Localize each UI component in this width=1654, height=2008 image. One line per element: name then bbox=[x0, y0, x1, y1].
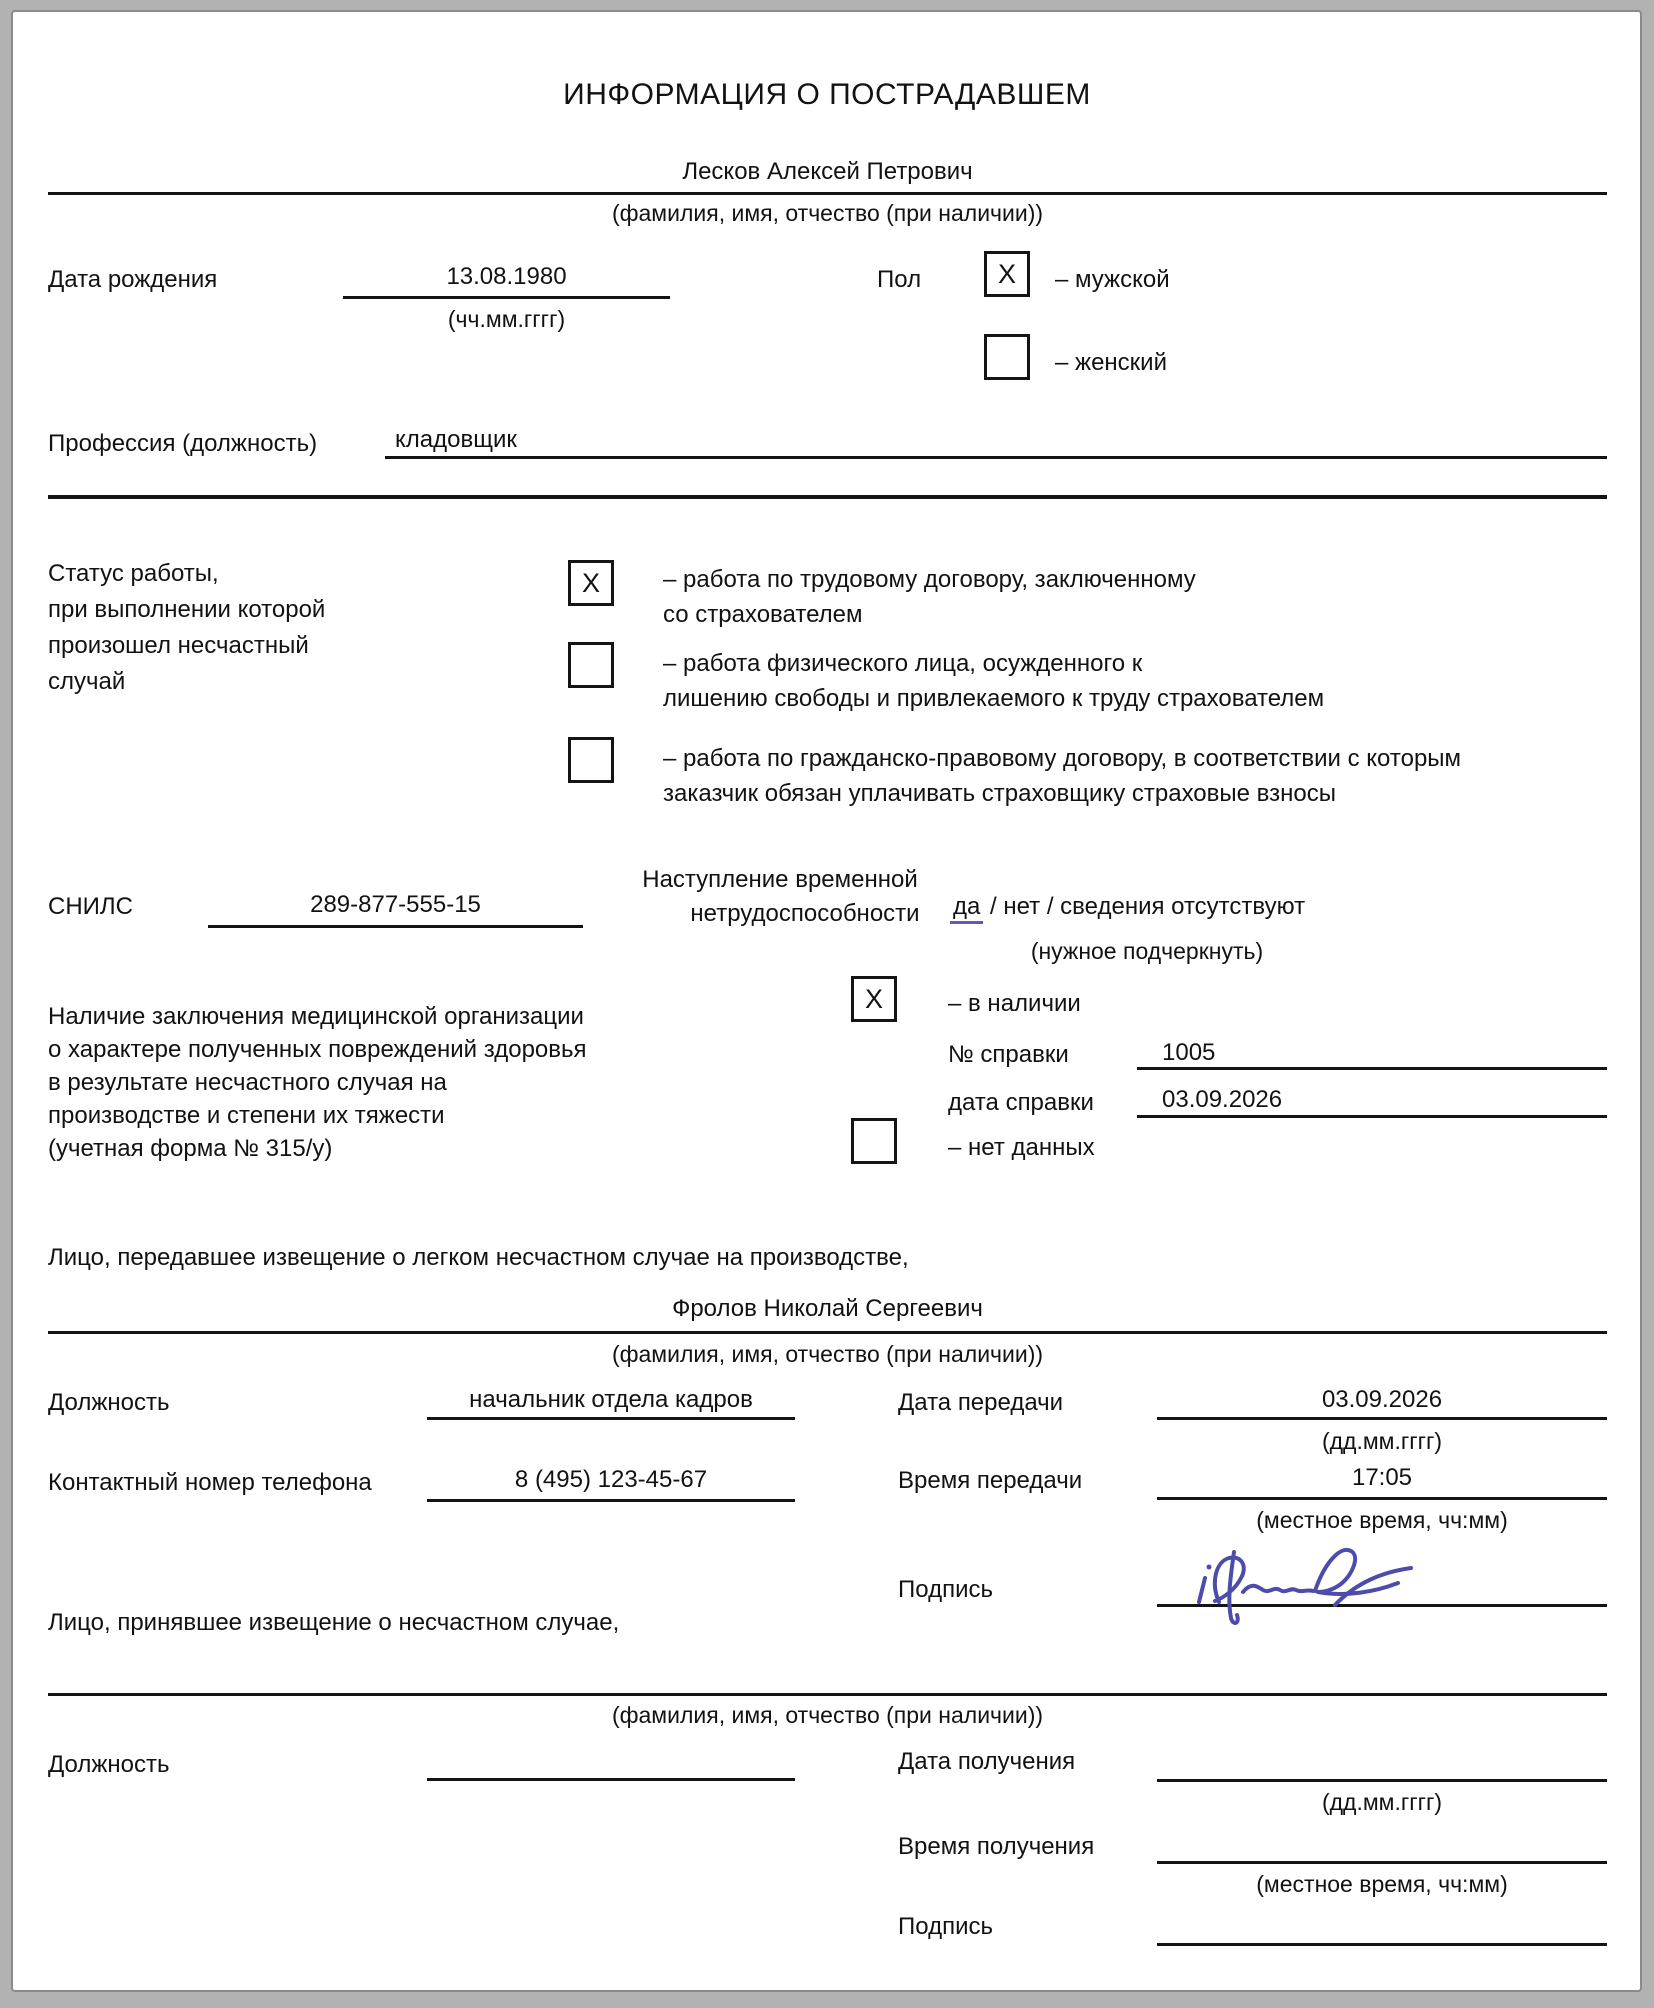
receiver-signature-label: Подпись bbox=[898, 1913, 993, 1940]
transfer-date-label: Дата передачи bbox=[898, 1389, 1064, 1416]
medical-available-checkbox: X bbox=[851, 976, 897, 1022]
birth-date-label: Дата рождения bbox=[48, 266, 218, 293]
medical-label-2: о характере полученных повреждений здоровья bbox=[48, 1036, 587, 1063]
transfer-date-underline bbox=[1157, 1417, 1607, 1420]
transmitter-name-value: Фролов Николай Сергеевич bbox=[672, 1295, 983, 1322]
sex-label: Пол bbox=[877, 266, 922, 293]
work-status-label-4: случай bbox=[48, 668, 126, 695]
transmitter-position-value: начальник отдела кадров bbox=[469, 1386, 753, 1413]
sex-male-checkbox: X bbox=[984, 251, 1030, 297]
medical-label-1: Наличие заключения медицинской организации bbox=[48, 1003, 584, 1030]
birth-date-caption: (чч.мм.гггг) bbox=[447, 306, 566, 332]
work-status-label-1: Статус работы, bbox=[48, 560, 219, 587]
disability-label-line2: нетрудоспособности bbox=[690, 900, 920, 927]
disability-options bbox=[950, 893, 1305, 922]
medical-available-label: – в наличии bbox=[948, 990, 1081, 1017]
receive-time-caption: (местное время, чч:мм) bbox=[1256, 1871, 1508, 1897]
status-option-2-line1: – работа физического лица, осужденного к bbox=[663, 650, 1143, 677]
sex-female-label: – женский bbox=[1055, 349, 1167, 376]
transmitter-name-underline bbox=[48, 1331, 1607, 1334]
medical-no-data-label: – нет данных bbox=[948, 1134, 1095, 1161]
receiver-position-label: Должность bbox=[48, 1751, 170, 1778]
medical-label-3: в результате несчастного случая на bbox=[48, 1069, 447, 1096]
phone-underline bbox=[427, 1499, 795, 1502]
transfer-date-value: 03.09.2026 bbox=[1321, 1386, 1443, 1413]
transfer-time-caption: (местное время, чч:мм) bbox=[1256, 1507, 1508, 1533]
medical-label-5: (учетная форма № 315/у) bbox=[48, 1135, 333, 1162]
medical-label-4: производстве и степени их тяжести bbox=[48, 1102, 445, 1129]
victim-name-underline bbox=[48, 192, 1607, 195]
phone-label: Контактный номер телефона bbox=[48, 1469, 372, 1496]
transmitter-position-underline bbox=[427, 1417, 795, 1420]
disability-options-rest: / нет / сведения отсутствуют bbox=[983, 893, 1306, 920]
status-option-2-line2: лишению свободы и привлекаемого к труду страхователем bbox=[663, 685, 1325, 712]
receiver-name-caption: (фамилия, имя, отчество (при наличии)) bbox=[611, 1702, 1044, 1728]
cert-date-label: дата справки bbox=[948, 1089, 1094, 1116]
transfer-date-caption: (дд.мм.гггг) bbox=[1321, 1428, 1443, 1454]
transfer-time-value: 17:05 bbox=[1351, 1464, 1413, 1491]
cert-date-underline bbox=[1137, 1115, 1607, 1118]
receiver-position-underline bbox=[427, 1778, 795, 1781]
status-option-3-checkbox bbox=[568, 737, 614, 783]
profession-underline-2 bbox=[48, 495, 1607, 499]
receive-date-caption: (дд.мм.гггг) bbox=[1321, 1789, 1443, 1815]
snils-value: 289-877-555-15 bbox=[310, 891, 481, 918]
cert-number-value: 1005 bbox=[1162, 1039, 1216, 1066]
cert-number-label: № справки bbox=[948, 1041, 1069, 1068]
birth-date-value: 13.08.1980 bbox=[446, 263, 567, 290]
transmitter-section-label: Лицо, передавшее извещение о легком несчастном случае на производстве, bbox=[48, 1244, 909, 1271]
transfer-time-underline bbox=[1157, 1497, 1607, 1500]
transfer-time-label: Время передачи bbox=[898, 1467, 1083, 1494]
profession-underline bbox=[385, 456, 1607, 459]
status-option-1-line2: со страхователем bbox=[663, 601, 863, 628]
sex-female-checkbox bbox=[984, 334, 1030, 380]
cert-date-value: 03.09.2026 bbox=[1162, 1086, 1283, 1113]
status-option-2-checkbox bbox=[568, 642, 614, 688]
disability-selected-option: да bbox=[950, 893, 983, 924]
receiver-signature-underline bbox=[1157, 1943, 1607, 1946]
phone-value: 8 (495) 123-45-67 bbox=[514, 1466, 708, 1493]
receive-date-underline bbox=[1157, 1779, 1607, 1782]
cert-number-underline bbox=[1137, 1067, 1607, 1070]
receiver-section-label: Лицо, принявшее извещение о несчастном случае, bbox=[48, 1609, 620, 1636]
snils-label: СНИЛС bbox=[48, 893, 133, 920]
profession-value: кладовщик bbox=[395, 426, 517, 453]
transmitter-signature-label: Подпись bbox=[898, 1576, 993, 1603]
signature-scribble bbox=[1185, 1512, 1425, 1627]
transmitter-position-label: Должность bbox=[48, 1389, 170, 1416]
medical-no-data-checkbox bbox=[851, 1118, 897, 1164]
snils-underline bbox=[208, 925, 583, 928]
victim-name-value: Лесков Алексей Петрович bbox=[682, 158, 973, 185]
receiver-name-underline bbox=[48, 1693, 1607, 1696]
receive-date-label: Дата получения bbox=[898, 1748, 1076, 1775]
profession-label: Профессия (должность) bbox=[48, 430, 318, 457]
victim-name-caption: (фамилия, имя, отчество (при наличии)) bbox=[611, 200, 1044, 226]
page-title: ИНФОРМАЦИЯ О ПОСТРАДАВШЕМ bbox=[563, 78, 1091, 111]
disability-caption: (нужное подчеркнуть) bbox=[1030, 938, 1264, 964]
work-status-label-2: при выполнении которой bbox=[48, 596, 326, 623]
status-option-1-checkbox: X bbox=[568, 560, 614, 606]
receive-time-label: Время получения bbox=[898, 1833, 1095, 1860]
sex-male-label: – мужской bbox=[1055, 266, 1170, 293]
disability-label-line1: Наступление временной bbox=[642, 866, 918, 893]
transmitter-name-caption: (фамилия, имя, отчество (при наличии)) bbox=[611, 1341, 1044, 1367]
receive-time-underline bbox=[1157, 1861, 1607, 1864]
status-option-3-line2: заказчик обязан уплачивать страховщику страховые взносы bbox=[663, 780, 1336, 807]
status-option-1-line1: – работа по трудовому договору, заключенному bbox=[663, 566, 1196, 593]
work-status-label-3: произошел несчастный bbox=[48, 632, 309, 659]
birth-date-underline bbox=[343, 296, 670, 299]
status-option-3-line1: – работа по гражданско-правовому договору, в соответствии с которым bbox=[663, 745, 1462, 772]
